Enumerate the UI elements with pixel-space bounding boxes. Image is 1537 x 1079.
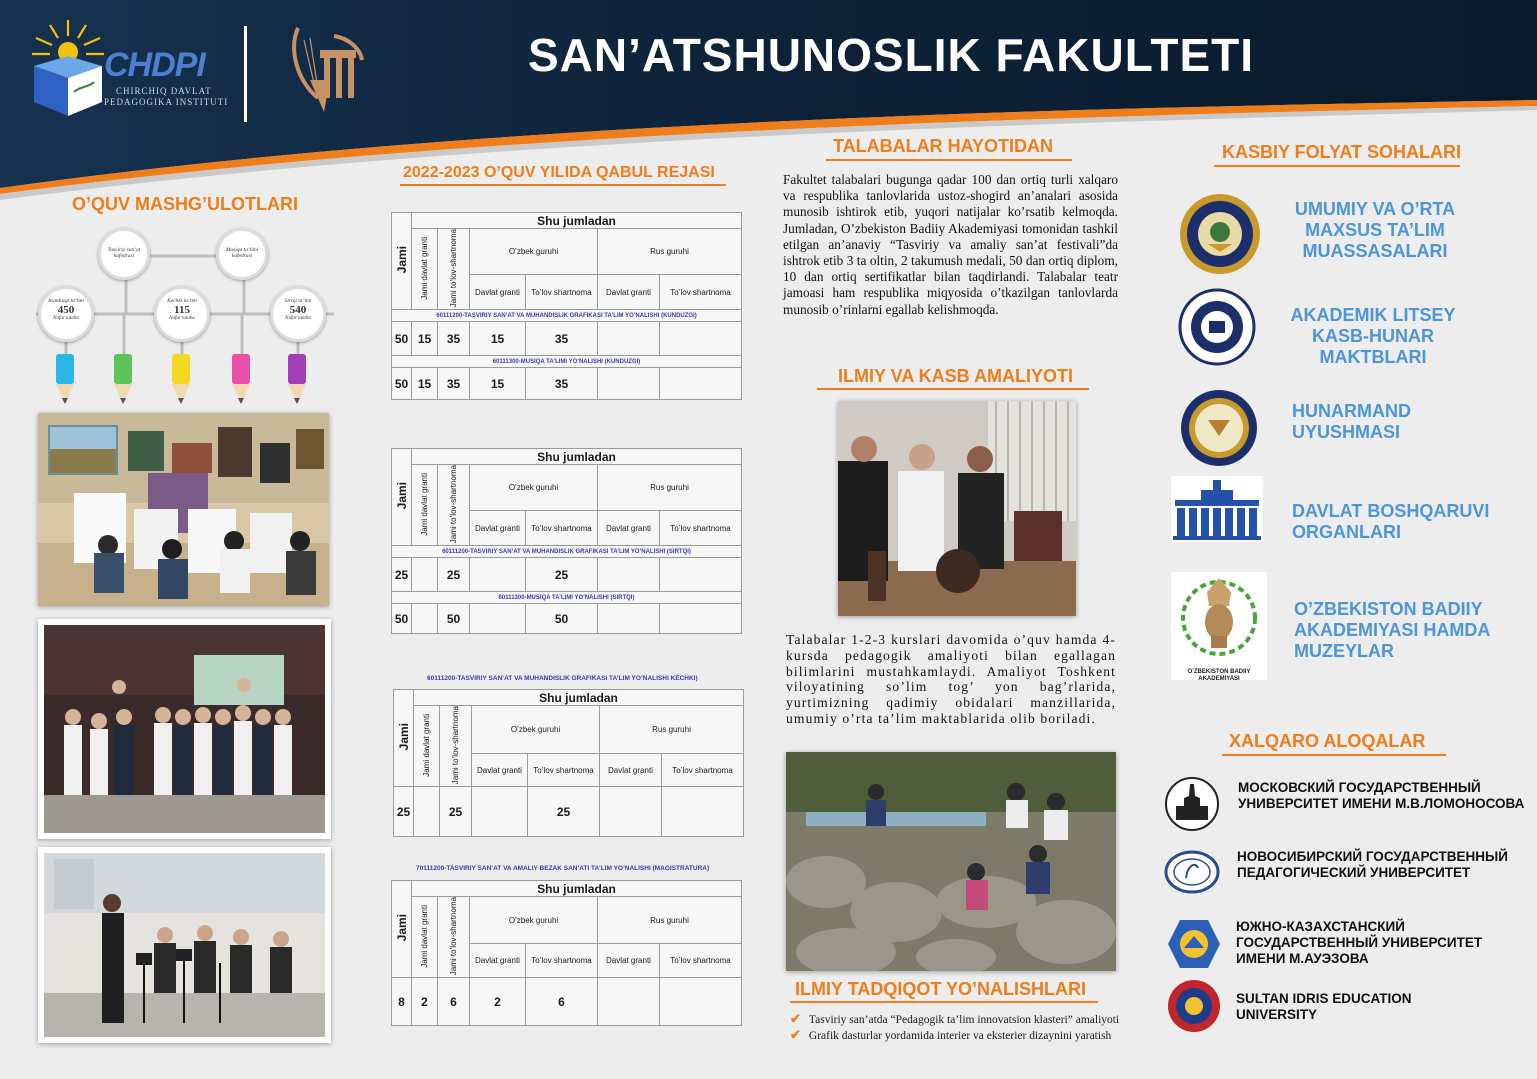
section-title-practice: ILMIY VA KASB AMALIYOTI <box>838 366 1074 386</box>
section-underline <box>790 1001 1098 1003</box>
table-cell: 25 <box>392 558 412 592</box>
table-cell: 6 <box>438 978 470 1026</box>
pencil-icon-green <box>114 354 132 404</box>
table-cell <box>470 604 526 634</box>
artisans-emblem-icon <box>1178 388 1260 468</box>
table-cell: 15 <box>412 368 438 400</box>
arts-academy-emblem <box>1171 572 1267 680</box>
research-item-text: Tasviriy san’atda “Pedagogik ta’lim innovatsion klasteri” amaliyoti <box>808 1014 1120 1026</box>
col-header-jami-tolov: Jami to’lov-shartnoma <box>449 897 458 976</box>
table-cell: 50 <box>392 322 412 356</box>
bubble-number: 450 <box>57 304 75 316</box>
direction-label: 60111300-MUSIQA TA’LIMI YO’NALISHI (KUNDUZGI) <box>392 356 742 368</box>
col-header-jami-tolov: Jami to’lov-shartnoma <box>449 465 458 544</box>
table-cell: 8 <box>392 978 412 1026</box>
col-header-jami-tolov: Jami to’lov-shartnoma <box>449 229 458 308</box>
col-header-tolov-shartnoma: To’lov shartnoma <box>526 944 598 978</box>
bubble-evening-students <box>154 286 210 342</box>
section-underline <box>400 184 726 186</box>
university-nspu: НОВОСИБИРСКИЙ ГОСУДАРСТВЕННЫЙ ПЕДАГОГИЧЕСКИЙ УНИВЕРСИТЕТ <box>1237 849 1508 880</box>
logo-subtitle-2: PEDAGOGIKA INSTITUTI <box>104 97 229 107</box>
pencil-icons <box>50 354 320 408</box>
bubble-label: Kunduzgi ta’lim <box>48 298 84 304</box>
col-header-jami: Jami <box>394 914 409 942</box>
table-cell <box>660 978 742 1026</box>
section-underline <box>1214 165 1460 167</box>
arts-academy-icon <box>1171 572 1267 664</box>
section-underline <box>817 388 1089 390</box>
table-cell: 25 <box>526 558 598 592</box>
table-cell <box>660 322 742 356</box>
page-title: SAN’ATSHUNOSLIK FAKULTETI <box>528 29 1255 81</box>
photo-student-group <box>38 619 331 839</box>
col-header-jami-davlat: Jami davlat granti <box>420 904 429 968</box>
col-header-rus: Rus guruhi <box>598 229 742 275</box>
col-header-uzbek: O’zbek guruhi <box>470 465 598 511</box>
chdpi-logo-icon <box>28 16 108 120</box>
col-header-jami: Jami <box>394 246 409 274</box>
col-header-uzbek: O’zbek guruhi <box>470 229 598 275</box>
table-cell: 25 <box>528 787 600 837</box>
table-cell: 35 <box>526 368 598 400</box>
section-title-international: XALQARO ALOQALAR <box>1229 731 1426 751</box>
col-header-shu: Shu jumladan <box>414 690 744 706</box>
section-title-student-life: TALABALAR HAYOTIDAN <box>833 136 1053 156</box>
col-header-davlat-granti: Davlat granti <box>470 944 526 978</box>
university-skgu: ЮЖНО-КАЗАХСТАНСКИЙ ГОСУДАРСТВЕННЫЙ УНИВЕРСИТЕТ ИМЕНИ М.АУЭЗОВА <box>1236 919 1483 966</box>
section-title-research: ILMIY TADQIQOT YO’NALISHLARI <box>795 979 1087 999</box>
table-cell <box>412 558 438 592</box>
direction-label: 60111200-TASVIRIY SAN’AT VA MUHANDISLIK GRAFIKASI TA’LIM YO’NALISHI (SIRTQI) <box>392 546 742 558</box>
col-header-rus: Rus guruhi <box>598 465 742 511</box>
pencil-icon-pink <box>232 354 250 404</box>
table-cell <box>598 558 660 592</box>
table-cell <box>660 368 742 400</box>
col-header-davlat-granti: Davlat granti <box>598 275 660 310</box>
direction-label: 60111300-MUSIQA TA’LIMI YO’NALISHI (SIRTQI) <box>392 592 742 604</box>
table-cell: 35 <box>438 368 470 400</box>
header-divider <box>244 26 247 122</box>
col-header-jami: Jami <box>396 723 411 751</box>
table-cell: 6 <box>526 978 598 1026</box>
header-banner <box>0 0 1537 200</box>
field-label-government-bodies: DAVLAT BOSHQARUVI ORGANLARI <box>1292 501 1490 542</box>
photo-exhibition <box>838 401 1076 616</box>
col-header-davlat-granti: Davlat granti <box>470 511 526 546</box>
col-header-tolov-shartnoma: To’lov shartnoma <box>660 511 742 546</box>
col-header-rus: Rus guruhi <box>598 897 742 944</box>
field-label-artisans-union: HUNARMAND UYUSHMASI <box>1292 401 1411 442</box>
table-cell <box>414 787 440 837</box>
bubble-unit: Nafar talaba <box>169 316 195 321</box>
table-cell <box>472 787 528 837</box>
bubble-label: Tasviriy san’at kafedrasi <box>107 247 141 259</box>
table-cell: 50 <box>438 604 470 634</box>
col-header-tolov-shartnoma: To’lov shartnoma <box>526 275 598 310</box>
research-item-text: Grafik dasturlar yordamida interier va eksterier dizaynini yaratish <box>808 1030 1112 1042</box>
table-caption-masters: 70111200-TASVIRIY SAN’AT VA AMALIY BEZAK SAN’ATI TA’LIM YO’NALISHI (MAGISTRATURA) <box>416 865 710 872</box>
admission-table-daytime <box>391 212 742 400</box>
col-header-jami-tolov: Jami to’lov-shartnoma <box>451 706 460 785</box>
table-cell: 35 <box>526 322 598 356</box>
col-header-shu: Shu jumladan <box>412 881 742 897</box>
table-cell <box>660 558 742 592</box>
table-cell <box>600 787 662 837</box>
col-header-davlat-granti: Davlat granti <box>598 511 660 546</box>
table-cell: 25 <box>394 787 414 837</box>
field-label-arts-academy: O’ZBEKISTON BADIIY AKADEMIYASI HAMDA MUZEYLAR <box>1294 599 1490 661</box>
section-title-career-fields: KASBIY FOLYAT SOHALARI <box>1222 142 1462 162</box>
section-underline <box>1222 754 1446 756</box>
col-header-jami: Jami <box>394 482 409 510</box>
table-cell: 2 <box>412 978 438 1026</box>
field-label-academic-lyceum: AKADEMIK LITSEY KASB-HUNAR MAKTBLARI <box>1290 305 1456 367</box>
col-header-rus: Rus guruhi <box>600 706 744 754</box>
logo-subtitle-1: CHIRCHIQ DAVLAT <box>116 86 212 96</box>
col-header-tolov-shartnoma: To’lov shartnoma <box>662 754 744 787</box>
nspu-logo-icon <box>1164 850 1220 894</box>
col-header-davlat-granti: Davlat granti <box>598 944 660 978</box>
col-header-shu: Shu jumladan <box>412 449 742 465</box>
table-cell: 50 <box>392 368 412 400</box>
col-header-davlat-granti: Davlat granti <box>472 754 528 787</box>
student-life-text: Fakultet talabalari bugunga qadar 100 dan ortiq turli xalqaro va respublika tanlovlarida ustoz-shogird an’analari asosida munosib ishtirok etib, yuqori natijalar ko’rsatib kelmoqda. Jumladan, O’zbekiston Badiiy Akademiyasi tomonidan tashkil etilgan an’anaviy “Tasviriy va amaliy san’at festivali”da ishtrok etib 3 ta oltin, 2 takumush medali, 50 dan ortiq diplom, 10 dan ortiq sertifikatlar bilan taqdirlandi. Talabalar teatr jamoasi ham respublika miqyosida o’tkazilgan tanlovlarda munosib o’rinlarni egallab kelishmoqda. <box>783 172 1118 317</box>
bubble-music-department <box>216 228 268 280</box>
table-cell <box>470 558 526 592</box>
research-item <box>790 1027 1111 1043</box>
bubble-label: Musiqa ta’limi kafedrasi <box>225 247 259 259</box>
table-cell: 2 <box>470 978 526 1026</box>
arts-academy-caption: O’ZBEKISTON BADIIY AKADEMIYASI <box>1187 669 1251 682</box>
table-cell: 15 <box>412 322 438 356</box>
bubble-number: 540 <box>289 304 307 316</box>
photo-painting-class <box>38 413 329 606</box>
table-cell: 25 <box>438 558 470 592</box>
table-cell: 35 <box>438 322 470 356</box>
col-header-jami-davlat: Jami davlat granti <box>422 713 431 777</box>
bubble-correspondence-students <box>270 286 326 342</box>
col-header-davlat-granti: Davlat granti <box>600 754 662 787</box>
bubble-unit: Nafar talaba <box>285 316 311 321</box>
university-upsi: SULTAN IDRIS EDUCATION UNIVERSITY <box>1236 991 1412 1022</box>
pencil-icon-cyan <box>56 354 74 404</box>
lyceum-emblem-icon <box>1177 288 1257 366</box>
lyre-logo-icon <box>284 20 374 116</box>
ministry-emblem-icon <box>1178 192 1262 276</box>
table-cell <box>598 604 660 634</box>
table-cell <box>662 787 744 837</box>
research-item <box>790 1011 1119 1027</box>
practice-text: Talabalar 1-2-3 kurslari davomida o’quv hamda 4-kursda pedagogik amaliyoti bilan egallagan bilimlarini mustahkamlaydi. Amaliyot Toshkent viloyatining so’lim tog’ yon bag’rlarida, yurtimizning qadimiy obidalari manzillarida, umumiy o’rta ta’lim maktablarida olib boriladi. <box>786 632 1116 726</box>
table-cell <box>660 604 742 634</box>
bubble-fine-arts-department <box>98 228 150 280</box>
col-header-uzbek: O’zbek guruhi <box>472 706 600 754</box>
table-cell: 15 <box>470 368 526 400</box>
section-title-training: O’QUV MASHG’ULOTLARI <box>72 194 298 214</box>
col-header-uzbek: O’zbek guruhi <box>470 897 598 944</box>
government-building-icon <box>1171 476 1263 542</box>
skgu-logo-icon <box>1166 918 1222 970</box>
col-header-tolov-shartnoma: To’lov shartnoma <box>660 944 742 978</box>
bubble-label: Sirtqi ta’lim <box>284 298 312 304</box>
table-cell <box>598 368 660 400</box>
direction-label: 60111200-TASVIRIY SAN’AT VA MUHANDISLIK GRAFIKASI TA’LIM YO’NALISHI (KUNDUZGI) <box>392 310 742 322</box>
checkmark-icon: ✔ <box>790 1011 801 1026</box>
section-title-admission: 2022-2023 O’QUV YILIDA QABUL REJASI <box>403 164 715 181</box>
table-cell <box>598 322 660 356</box>
admission-table-evening <box>393 689 744 837</box>
table-cell: 25 <box>440 787 472 837</box>
upsi-logo-icon <box>1166 978 1222 1034</box>
msu-logo-icon <box>1164 776 1220 832</box>
table-cell: 15 <box>470 322 526 356</box>
bubble-unit: Nafar talaba <box>53 316 79 321</box>
col-header-jami-davlat: Jami davlat granti <box>420 472 429 536</box>
table-cell: 50 <box>526 604 598 634</box>
col-header-tolov-shartnoma: To’lov shartnoma <box>528 754 600 787</box>
section-underline <box>826 159 1072 161</box>
checkmark-icon: ✔ <box>790 1027 801 1042</box>
pencil-icon-purple <box>288 354 306 404</box>
col-header-shu: Shu jumladan <box>412 213 742 229</box>
bubble-daytime-students <box>38 286 94 342</box>
col-header-tolov-shartnoma: To’lov shartnoma <box>526 511 598 546</box>
table-cell <box>412 604 438 634</box>
field-label-general-education: UMUMIY VA O’RTA MAXSUS TA’LIM MUASSASALARI <box>1294 199 1456 261</box>
table-cell: 50 <box>392 604 412 634</box>
pencil-icon-yellow <box>172 354 190 404</box>
admission-table-masters <box>391 880 742 1026</box>
table-caption-evening: 60111200-TASVIRIY SAN’AT VA MUHANDISLIK GRAFIKASI TA’LIM YO’NALISHI KECHKI) <box>427 675 698 682</box>
col-header-jami-davlat: Jami davlat granti <box>420 236 429 300</box>
col-header-davlat-granti: Davlat granti <box>470 275 526 310</box>
bubble-label: Kechki ta’lim <box>167 298 197 304</box>
col-header-tolov-shartnoma: To’lov shartnoma <box>660 275 742 310</box>
bubble-number: 115 <box>174 304 190 316</box>
photo-orchestra <box>38 847 331 1043</box>
table-cell <box>598 978 660 1026</box>
logo-text: CHDPI <box>104 46 205 84</box>
photo-plein-air <box>786 752 1116 971</box>
university-msu: МОСКОВСКИЙ ГОСУДАРСТВЕННЫЙ УНИВЕРСИТЕТ ИМЕНИ М.В.ЛОМОНОСОВА <box>1238 780 1525 811</box>
admission-table-correspondence <box>391 448 742 634</box>
